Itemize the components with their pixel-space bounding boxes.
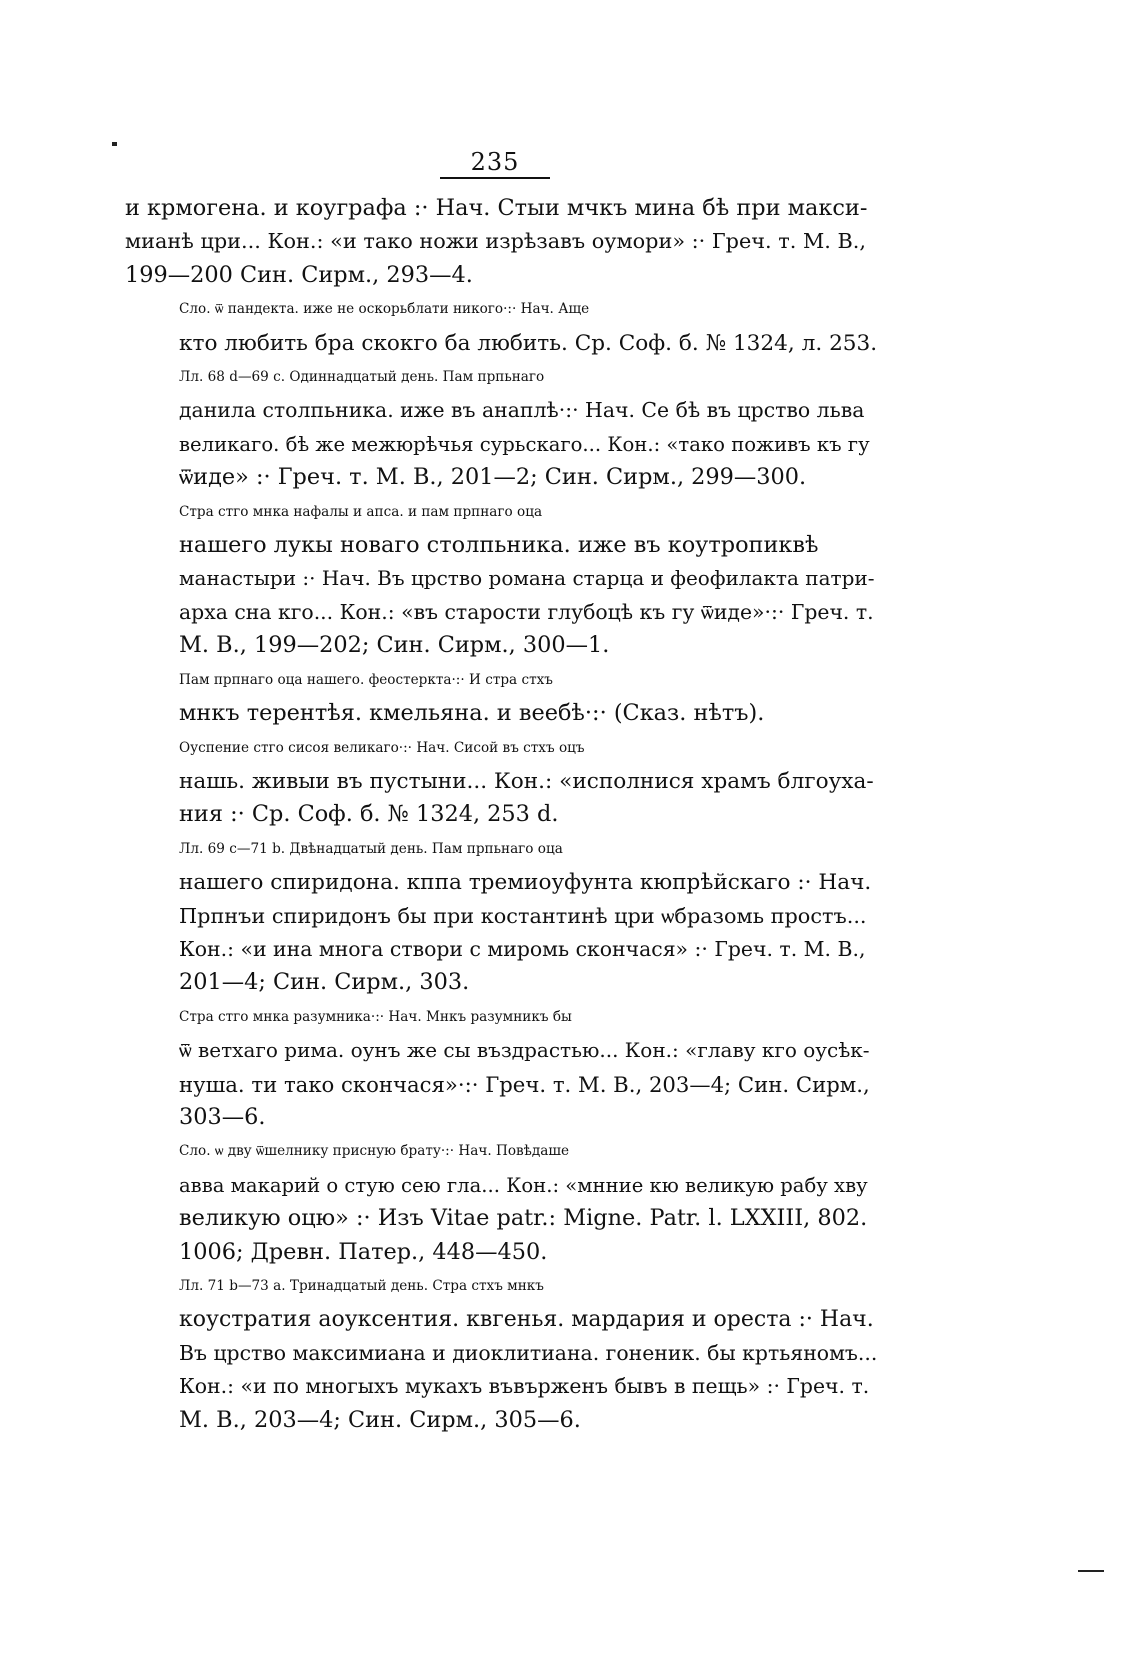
text-line: Лл. 71 b—73 а. Тринадцатый день. Стра стхъ мнкъ xyxy=(179,1278,544,1294)
text-line: ѿ ветхаго рима. оунъ же сы въздрастью... Кон.: «главу кго оусѣк- xyxy=(179,1038,870,1063)
text-line: нашего лукы новаго столпьника. иже въ коутропиквѣ xyxy=(179,532,819,559)
page-number: 235 xyxy=(470,148,520,176)
paragraph xyxy=(125,1270,877,1437)
text-line: М. В., 203—4; Син. Сирм., 305—6. xyxy=(179,1406,581,1433)
text-line: и кpмoгeнa. и кoуграфа :· Нач. Стыи мчкъ мина бѣ при макси- xyxy=(125,195,868,221)
text-line: 303—6. xyxy=(179,1103,266,1130)
paragraph xyxy=(125,833,877,1000)
text-line: коустратия аоуксентия. квгенья. мардария и ореста :· Нач. xyxy=(179,1307,874,1333)
paragraph xyxy=(125,496,877,663)
paragraph xyxy=(125,1135,877,1269)
text-line: ѿиде» :· Греч. т. М. В., 201—2; Син. Сирм., 299—300. xyxy=(179,464,807,491)
text-line: 1006; Древн. Патер., 448—450. xyxy=(179,1238,548,1265)
text-line: М. В., 199—202; Син. Сирм., 300—1. xyxy=(179,632,610,659)
text-line: великую оцю» :· Изъ Vitae patr.: Migne. Patr. l. LXXIII, 802. xyxy=(179,1205,868,1232)
text-line: Оуспение стго сисоя великаго·:· Нач. Сисой въ стхъ оцъ xyxy=(179,739,585,756)
text-line: великаго. бѣ же межюрѣчья сурьскаго... Кон.: «тако поживъ къ гу xyxy=(179,432,870,456)
text-line: мнкъ терентѣя. кмельяна. и веебѣ·:· (Сказ. нѣтъ). xyxy=(179,700,765,727)
scan-dash xyxy=(1078,1570,1104,1572)
paragraph xyxy=(125,192,877,292)
text-line: авва макарий о стую сею гла... Кон.: «мнние кю великую рабу хву xyxy=(179,1173,868,1197)
text-line: кто любить бра скокго ба любить. Ср. Соф. б. № 1324, л. 253. xyxy=(179,330,878,356)
paragraph xyxy=(125,1001,877,1135)
text-line: Лл. 68 d—69 с. Одиннадцатый день. Пам прпьнаго xyxy=(179,369,545,386)
text-line: арха сна кго... Кон.: «въ старости глубоцѣ къ гу ѿиде»·:· Греч. т. xyxy=(179,599,874,624)
body-text xyxy=(125,192,877,1438)
text-line: Стра стго мнка разумника·:· Нач. Мнкъ разумникъ бы xyxy=(179,1008,572,1025)
text-line: нашь. живыи въ пустыни... Кон.: «исполнися храмъ блгоуха- xyxy=(179,768,874,794)
paragraph xyxy=(125,664,877,731)
paragraph xyxy=(125,361,877,495)
text-line: Сло. ѿ пандекта. иже не оскорьблати никого·:· Нач. Аще xyxy=(179,301,590,318)
text-line: Прпнъи спиридонъ бы при костантинѣ цри ѡбразомь простъ... xyxy=(179,903,867,928)
text-line: 199—200 Син. Сирм., 293—4. xyxy=(125,261,473,288)
text-line: Кон.: «и ина многа створи с миромь скончася» :· Греч. т. М. В., xyxy=(179,936,866,961)
text-line: Кон.: «и по многыхъ мукахъ въвърженъ бывъ в пещь» :· Греч. т. xyxy=(179,1374,870,1399)
text-line: нуша. ти тако скончася»·:· Греч. т. М. В., 203—4; Син. Сирм., xyxy=(179,1071,870,1097)
text-line: 201—4; Син. Сирм., 303. xyxy=(179,969,470,996)
text-line: Сло. ѡ двy ѿшелнику присную брату·:· Нач. Повѣдаше xyxy=(179,1143,570,1160)
text-line: мианѣ цри... Кон.: «и тако ножи изрѣзавъ оумори» :· Греч. т. М. В., xyxy=(125,229,867,254)
text-line: нашего спиридона. кппа тремиоуфунта кюпрѣйскаго :· Нач. xyxy=(179,870,872,896)
text-line: Лл. 69 с—71 b. Двѣнадцатый день. Пам прпьнаго оца xyxy=(179,840,563,857)
paragraph xyxy=(125,293,877,360)
scan-speck xyxy=(112,142,117,146)
text-line: Стра стго мнка нафалы и апса. и пам прпнаго оца xyxy=(179,503,543,520)
paragraph xyxy=(125,732,877,832)
text-line: Пам прпнаго оца нашего. феостеркта·:· И стра стхъ xyxy=(179,671,553,688)
text-line: манастыри :· Нач. Въ црство романа старца и феофилакта патри- xyxy=(179,566,875,591)
text-line: данила столпьника. иже въ анаплѣ·:· Нач. Се бѣ въ црство льва xyxy=(179,398,865,423)
text-line: ния :· Ср. Соф. б. № 1324, 253 d. xyxy=(179,801,559,828)
text-line: Въ црство максимиана и диоклитиана. гоненик. бы кртьяномъ... xyxy=(179,1340,878,1365)
page-number-rule xyxy=(440,177,550,179)
